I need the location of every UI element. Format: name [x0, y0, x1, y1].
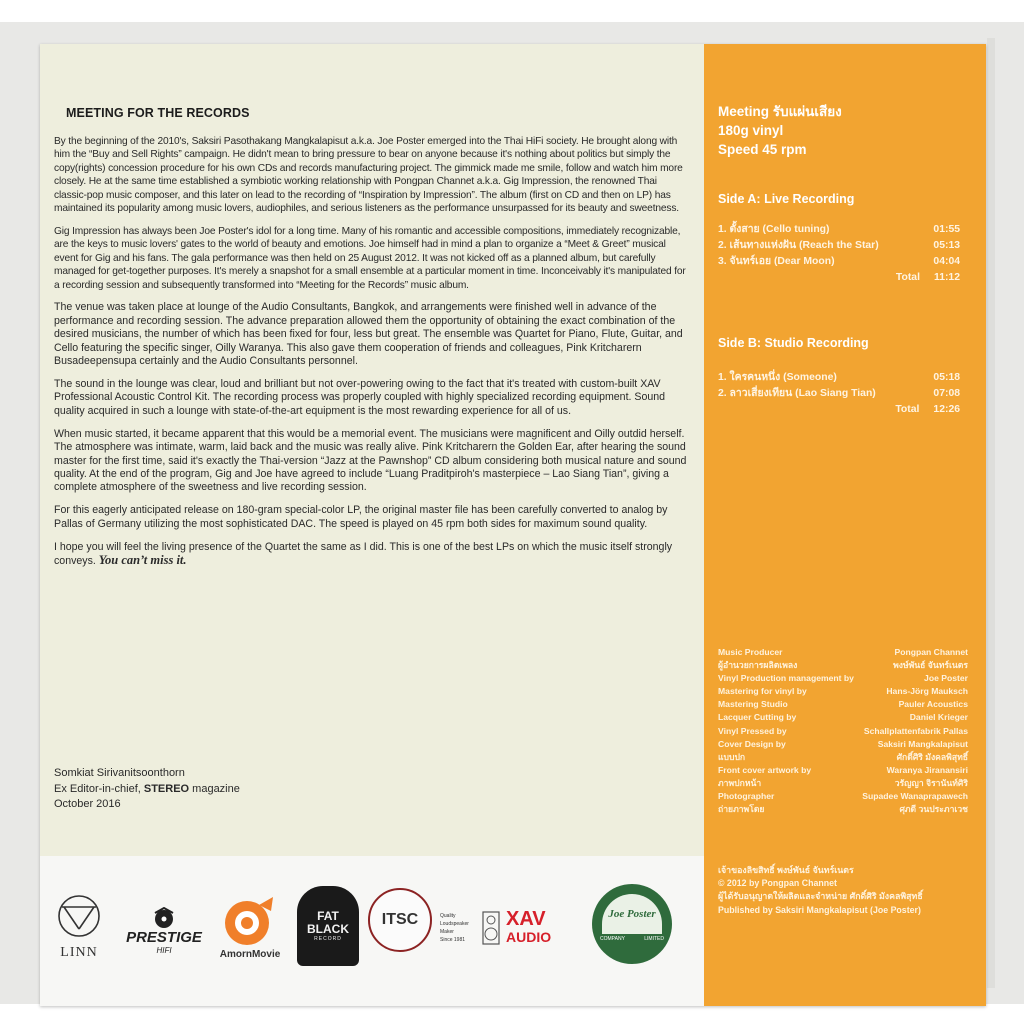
- paragraph: The venue was taken place at lounge of the Audio Consultants, Bangkok, and arrangements were finished well in advance of the performance and recording session. The advance preparation allowed them the opportunity of obtaining the exact combination of the desired musicians, the number of which has been fixed for four, less but great. The ensemble was Quartet for Piano, Flute, Guitar, and Cello featuring the specific singer, Oilly Waranya. This also gave them cooperation of friends and colleagues, Pink Kritcharern Busadeepensupa certainly and the Audio Consultants personnel.: [54, 301, 683, 368]
- credit-name: Daniel Krieger: [909, 712, 968, 723]
- credit-row: [718, 698, 968, 711]
- sleeve-edge: [987, 38, 995, 988]
- photo-background-top: [0, 0, 1024, 22]
- fat-black-line2: BLACK: [307, 922, 349, 936]
- prestige-logo-subtext: HIFI: [156, 946, 172, 955]
- total-label: Total: [895, 404, 920, 415]
- credit-name: ศักดิ์ศิริ มังคลพิสุทธิ์: [896, 751, 968, 762]
- credit-row: [718, 672, 968, 685]
- itsc-badge: [368, 888, 432, 952]
- credit-name: Supadee Wanaprapawech: [862, 791, 968, 802]
- credit-row: [718, 711, 968, 724]
- liner-notes-body: [54, 135, 690, 578]
- closing-text: I hope you will feel the living presence of the Quartet the same as I did. This is one of the best LPs on which the music itself strongly conveys.: [54, 540, 673, 567]
- linn-logo-text: LINN: [60, 945, 98, 960]
- credit-role: Photographer: [718, 791, 775, 802]
- album-weight: 180g vinyl: [718, 123, 784, 138]
- credit-role: Music Producer: [718, 647, 783, 657]
- track-row: [718, 222, 960, 238]
- xav-wordmark: [506, 910, 551, 946]
- total-label: Total: [895, 272, 920, 283]
- copyright-line: Published by Saksiri Mangkalapisut (Joe Poster): [718, 904, 921, 915]
- credit-role: Vinyl Production management by: [718, 673, 854, 684]
- xav-word2: AUDIO: [506, 929, 552, 945]
- signature-block: [54, 766, 240, 813]
- signature-role-suffix: magazine: [189, 782, 240, 795]
- copyright-line: เจ้าของลิขสิทธิ์ พงษ์พันธ์ จันทร์เนตร: [718, 865, 854, 875]
- track-info-panel: [704, 44, 986, 1006]
- side-a-heading: Side A: Live Recording: [718, 192, 855, 206]
- credit-role: ถ่ายภาพโดย: [718, 804, 765, 815]
- joe-poster-company-logo: [580, 882, 684, 964]
- track-time: 04:04: [933, 256, 960, 267]
- total-time: 11:12: [933, 272, 960, 283]
- prestige-emblem-icon: [152, 907, 176, 929]
- track-time: 01:55: [933, 224, 960, 235]
- copyright-block: [718, 864, 978, 917]
- fat-black-line1: FAT: [317, 909, 339, 923]
- paragraph: Gig Impression has always been Joe Poster's idol for a long time. Many of his romantic and accessible compositions, immediately recognizable, are the keys to music lovers' gates to the world of beauty and emotions. Joe himself had in mind a plan to organize a “Meet & Greet” musical event for Gig and his fans. The gala performance was then held on 25 August 2012. It was not kicked off as a planned album, but carefully managed for get-together purposes. It's merely a snapshot for a small ensemble at a particular moment in time. Inconceivably it's manipulated for a recording session and subsequently transformed into “Meeting for the Records” music album.: [54, 225, 686, 291]
- track-row: [718, 254, 960, 270]
- itsc-logo: [366, 886, 434, 954]
- track-title: 3. จันทร์เอย (Dear Moon): [718, 256, 835, 267]
- credit-name: Joe Poster: [924, 673, 968, 684]
- signature-date: October 2016: [54, 798, 121, 810]
- liner-notes-heading: MEETING FOR THE RECORDS: [66, 106, 250, 120]
- credit-name: พงษ์พันธ์ จันทร์เนตร: [893, 660, 968, 671]
- credit-name: Pauler Acoustics: [898, 699, 968, 710]
- credit-role: Front cover artwork by: [718, 764, 812, 775]
- credit-row: [718, 751, 968, 764]
- credit-name: Hans-Jörg Mauksch: [886, 686, 968, 697]
- side-b-heading: Side B: Studio Recording: [718, 336, 869, 350]
- credit-row: [718, 725, 968, 738]
- xav-small-text: [440, 912, 476, 944]
- xav-maker-text: Maker: [440, 929, 454, 935]
- credit-name: Pongpan Channet: [894, 647, 968, 657]
- amornmovie-emblem-icon: [223, 893, 277, 949]
- copyright-line: © 2012 by Pongpan Channet: [718, 878, 837, 889]
- xav-word1: XAV: [506, 908, 546, 930]
- credit-row: [718, 646, 968, 659]
- paragraph: The sound in the lounge was clear, loud and brilliant but not over-powering owing to the fact that it's treated with custom-built XAV Professional Acoustic Control Kit. The recording process was properly coupled with highly specialized recording equipment. Sound quality acquired in such a lounge with state-of-the-art equipment is the most rewarding experience for all of us.: [54, 378, 666, 417]
- credit-row: [718, 803, 968, 816]
- album-speed: Speed 45 rpm: [718, 142, 807, 157]
- fat-black-records-logo: [292, 880, 364, 972]
- credit-name: Waranya Jiranansiri: [886, 764, 968, 775]
- track-row: [718, 238, 960, 254]
- fat-black-badge: [297, 886, 359, 966]
- side-b-total: [718, 402, 960, 418]
- credit-row: [718, 685, 968, 698]
- linn-emblem-icon: [56, 893, 102, 939]
- track-title: 1. ใครคนหนึ่ง (Someone): [718, 372, 837, 383]
- fat-black-line3: RECORD: [314, 936, 342, 942]
- paragraph: By the beginning of the 2010's, Saksiri Pasothakang Mangkalapisut a.k.a. Joe Poster emerged into the Thai HiFi society. He brought along with him the “Buy and Sell Rights” campaign. He didn't mean to bring pressure to bear on anyone because it's nothing about politics but simply the copy(rights) concession procedure for his own CDs and records manufacturing project. The gimmick made me smile, follow and watch him more closely. He at the same time established a symbiotic working relationship with Pongpan Channet a.k.a. Gig Impression, the renowned Thai classic-pop music composer, and this later on lead to the recording of “Inspiration by Impression”. The album (first on CD and then on LP) has maintained its popularity among music lovers, audiophiles, and serious listeners as the performance unsurpassed for its beauty and sweetness.: [54, 136, 683, 215]
- closing-emphasis: You can’t miss it.: [98, 552, 187, 567]
- credit-name: Saksiri Mangkalapisut: [877, 738, 968, 749]
- credit-role: Mastering for vinyl by: [718, 686, 807, 697]
- track-title: 2. ลาวเสี่ยงเทียน (Lao Siang Tian): [718, 388, 876, 399]
- credits-list: [718, 646, 968, 816]
- joe-poster-limited: LIMITED: [644, 936, 664, 942]
- credit-name: Schallplattenfabrik Pallas: [863, 725, 968, 736]
- track-time: 07:08: [933, 388, 960, 399]
- paragraph: When music started, it became apparent that this would be a memorial event. The musicians were magnificent and Oilly outdid herself. The atmosphere was intimate, warm, laid back and the music was really alive. Pink Kritcharern the Golden Ear, after hearing the sound master for the first time, said it's exactly the Thai-version “Jazz at the Pawnshop” CD album considering both musical nature and sound quality. At the end of the program, Gig and Joe have agreed to include “Luang Praditpiroh's masterpiece – Lao Siang Tian”, giving a complete atmosphere of the sweetness and live recording session.: [54, 427, 687, 494]
- credit-row: [718, 659, 968, 672]
- credit-row: [718, 764, 968, 777]
- total-time: 12:26: [933, 404, 960, 415]
- paragraph: For this eagerly anticipated release on 180-gram special-color LP, the original master file has been carefully converted to analog by Pallas of Germany utilizing the most sophisticated DAC. The speed is played on 45 rpm both sides for maximum sound quality.: [54, 504, 668, 530]
- joe-poster-badge: [584, 884, 680, 962]
- linn-logo: [50, 884, 108, 970]
- album-title-block: [718, 102, 842, 159]
- side-a-total: [718, 270, 960, 286]
- speaker-icon: [482, 911, 500, 945]
- sponsor-logo-strip: [40, 856, 704, 1006]
- credit-name: วรัญญา จิรานันท์ศิริ: [894, 777, 968, 788]
- closing-paragraph: [54, 541, 690, 569]
- xav-audio-logo: [440, 888, 564, 968]
- credit-role: Cover Design by: [718, 738, 786, 749]
- track-row: [718, 370, 960, 386]
- track-title: 1. ตั้งสาย (Cello tuning): [718, 224, 830, 235]
- credit-row: [718, 790, 968, 803]
- record-sleeve: [40, 44, 986, 1006]
- signature-role: [54, 782, 240, 798]
- side-b-tracklist: [718, 370, 960, 418]
- xav-quality-text: Quality Loudspeaker: [440, 913, 469, 927]
- joe-poster-text: Joe Poster: [608, 908, 656, 920]
- credit-role: ภาพปกหน้า: [718, 777, 762, 788]
- copyright-line: ผู้ได้รับอนุญาตให้ผลิตและจำหน่าย ศักดิ์ศิริ มังคลพิสุทธิ์: [718, 891, 923, 902]
- credit-name: ศุภดี วนประภาเวช: [899, 804, 968, 815]
- prestige-hifi-logo: [120, 892, 208, 970]
- track-row: [718, 386, 960, 402]
- signature-magazine: STEREO: [143, 782, 190, 795]
- joe-poster-company: COMPANY: [600, 936, 625, 942]
- side-a-tracklist: [718, 222, 960, 286]
- credit-role: แบบปก: [718, 751, 746, 762]
- track-time: 05:18: [933, 372, 960, 383]
- track-title: 2. เส้นทางแห่งฝัน (Reach the Star): [718, 240, 879, 251]
- track-time: 05:13: [933, 240, 960, 251]
- xav-since-text: Since 1981: [440, 937, 466, 943]
- credit-role: Lacquer Cutting by: [718, 712, 797, 723]
- prestige-logo-text: PRESTIGE: [126, 929, 202, 946]
- credit-row: [718, 738, 968, 751]
- photo-background-bottom: [0, 1004, 1024, 1024]
- album-title: Meeting รับแผ่นเสียง: [718, 104, 842, 119]
- credit-row: [718, 777, 968, 790]
- amornmovie-logo: [210, 880, 290, 972]
- amornmovie-logo-text: AmornMovie: [219, 948, 281, 960]
- signature-name: Somkiat Sirivanitsoonthorn: [54, 767, 185, 779]
- credit-role: ผู้อำนวยการผลิตเพลง: [718, 660, 798, 671]
- credit-role: Mastering Studio: [718, 699, 788, 710]
- credit-role: Vinyl Pressed by: [718, 725, 787, 736]
- itsc-logo-text: ITSC: [381, 911, 419, 928]
- liner-notes-panel: [40, 44, 704, 856]
- signature-role-prefix: Ex Editor-in-chief,: [54, 782, 144, 795]
